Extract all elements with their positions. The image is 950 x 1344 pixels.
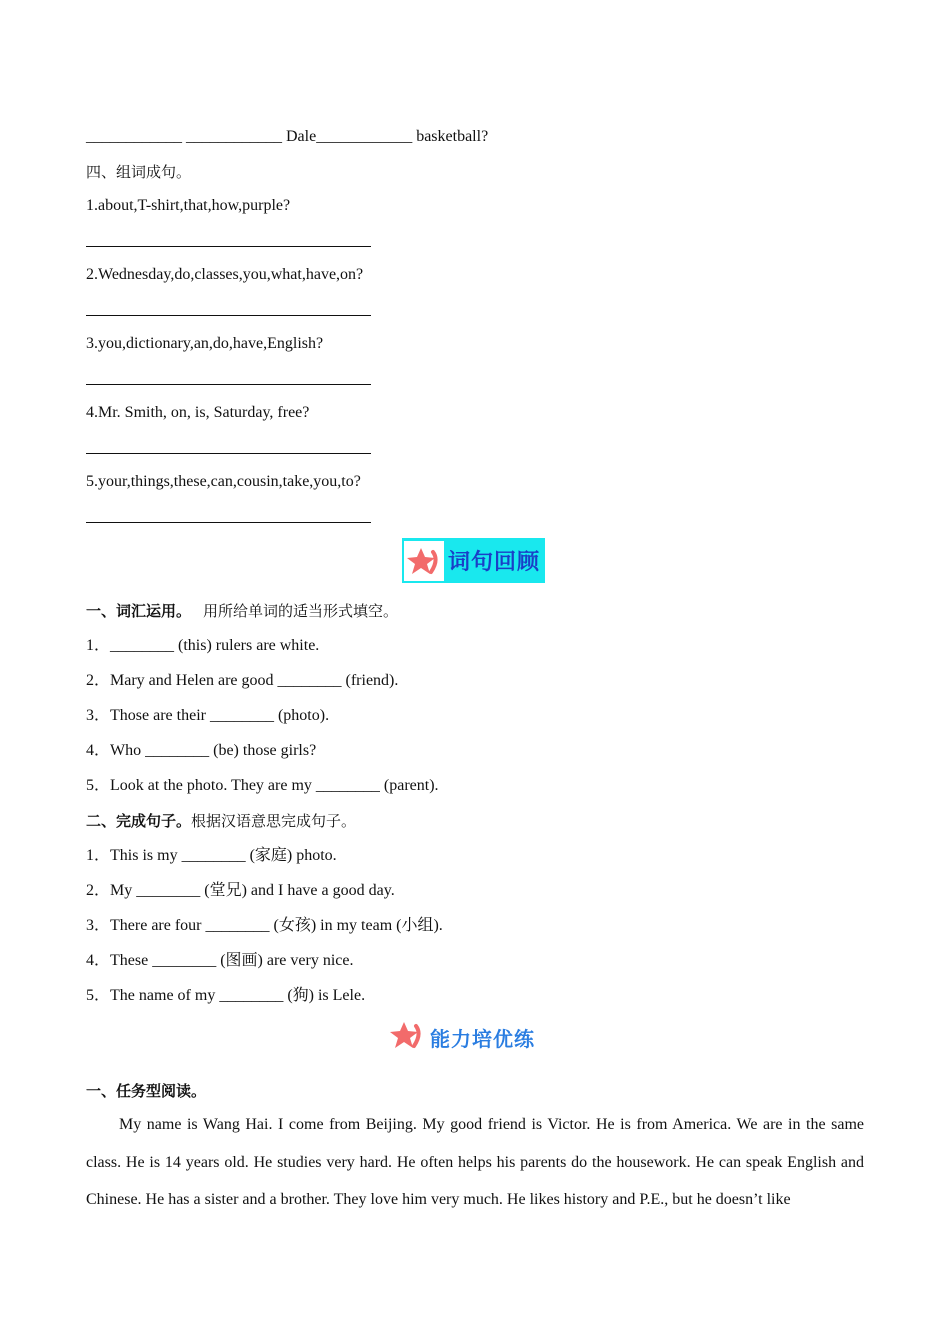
answer-line-2[interactable]: [86, 315, 371, 316]
banner-ability-title: 能力培优练: [430, 1026, 535, 1051]
complete-heading: 二、完成句子。: [86, 812, 192, 830]
item-number: 3．: [86, 707, 111, 724]
answer-line-4[interactable]: [86, 453, 371, 454]
answer-line-5[interactable]: [86, 522, 371, 523]
vocab-item-2: [86, 671, 398, 691]
item-number: 5．: [86, 777, 111, 794]
item-number: 4．: [86, 742, 111, 759]
vocab-item-3: [86, 706, 329, 726]
item-number: 2．: [86, 672, 111, 689]
complete-item-1: [86, 846, 337, 866]
item-number: 2．: [86, 882, 111, 899]
vocab-instruction: 用所给单词的适当形式填空。: [203, 602, 399, 620]
banner-review-title: 词句回顾: [448, 550, 541, 575]
complete-item-2: [86, 881, 395, 901]
item-number: 4．: [86, 952, 111, 969]
word-prompt-2: 2.Wednesday,do,classes,you,what,have,on?: [86, 266, 364, 283]
reading-paragraph: My name is Wang Hai. I come from Beijing. My good friend is Victor. He is from America. We are in the same class. He is 14 years old. He studies very hard. He often helps his parents do the housework. He can speak English and Chinese. He has a sister and a brother. They love him very much. He likes history and P.E., but he doesn’t like: [86, 1116, 864, 1208]
word-prompt-1: 1.about,T-shirt,that,how,purple?: [86, 197, 291, 214]
item-text: Who ________ (be) those girls?: [110, 742, 317, 759]
item-text: There are four ________ (女孩) in my team (小组).: [110, 917, 443, 934]
section-heading-build-sentences: 四、组词成句。: [86, 163, 192, 181]
blank[interactable]: ____________: [86, 128, 182, 145]
vocab-item-5: [86, 776, 439, 796]
blank[interactable]: ____________: [186, 128, 282, 145]
section-heading-reading: 一、任务型阅读。: [86, 1082, 207, 1100]
complete-item-4: [86, 951, 354, 971]
complete-item-5: [86, 986, 365, 1006]
banner-ability: [390, 1020, 535, 1054]
item-text: Those are their ________ (photo).: [110, 707, 330, 724]
answer-line-1[interactable]: [86, 246, 371, 247]
vocab-heading: 一、词汇运用。: [86, 602, 192, 620]
sentence-end: basketball?: [416, 128, 489, 145]
complete-instruction: 根据汉语意思完成句子。: [191, 812, 357, 830]
item-number: 3．: [86, 917, 111, 934]
vocab-item-1: [86, 636, 319, 656]
item-text: ________ (this) rulers are white.: [110, 637, 320, 654]
item-number: 5．: [86, 987, 111, 1004]
answer-line-3[interactable]: [86, 384, 371, 385]
item-text: Mary and Helen are good ________ (friend).: [110, 672, 399, 689]
item-text: Look at the photo. They are my ________ (parent).: [110, 777, 439, 794]
word-prompt-5: 5.your,things,these,can,cousin,take,you,to?: [86, 473, 361, 490]
complete-item-3: [86, 916, 443, 936]
section-heading-complete: [86, 811, 356, 832]
banner-review: [402, 538, 545, 583]
word-prompt-3: 3.you,dictionary,an,do,have,English?: [86, 335, 324, 352]
name-text: Dale: [286, 128, 317, 145]
question-line-blanks: [86, 127, 488, 147]
star-icon: [404, 541, 444, 581]
item-text: This is my ________ (家庭) photo.: [110, 847, 337, 864]
item-text: These ________ (图画) are very nice.: [110, 952, 354, 969]
blank[interactable]: ____________: [316, 128, 413, 145]
section-heading-vocab: [86, 601, 398, 622]
vocab-item-4: [86, 741, 316, 761]
word-prompt-4: 4.Mr. Smith, on, is, Saturday, free?: [86, 404, 310, 421]
item-text: My ________ (堂兄) and I have a good day.: [110, 882, 395, 899]
item-number: 1．: [86, 637, 111, 654]
item-text: The name of my ________ (狗) is Lele.: [110, 987, 366, 1004]
item-number: 1．: [86, 847, 111, 864]
star-icon: [390, 1020, 424, 1055]
